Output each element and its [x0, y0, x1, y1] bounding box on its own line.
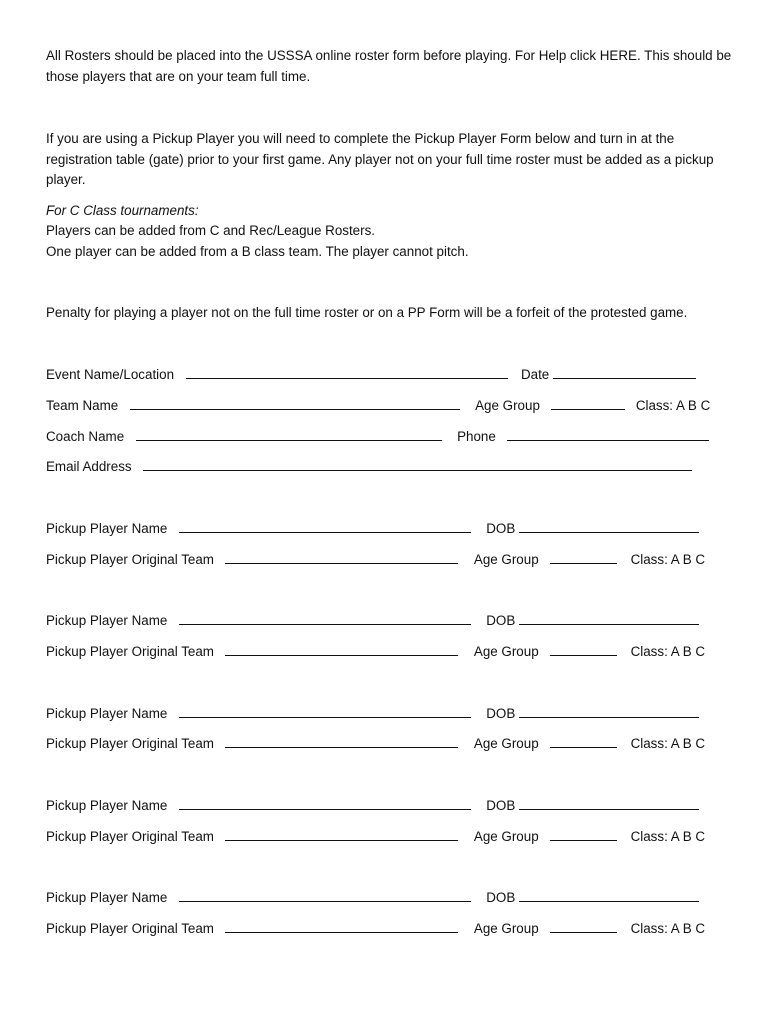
pickup-player-team-row: [46, 549, 705, 569]
email-field[interactable]: [143, 456, 692, 471]
class-options[interactable]: Class: A B C: [630, 644, 706, 659]
pickup-player-team-label: Pickup Player Original Team: [46, 644, 214, 659]
dob-label: DOB: [486, 521, 516, 536]
age-group-label: Age Group: [473, 829, 539, 844]
age-group-field[interactable]: [551, 395, 625, 410]
pickup-player-name-field[interactable]: [179, 887, 471, 902]
age-group-label: Age Group: [473, 921, 539, 936]
coach-label: Coach Name: [46, 429, 125, 444]
class-options[interactable]: Class: A B C: [630, 921, 706, 936]
age-group-label: Age Group: [473, 736, 539, 751]
pickup-player-team-field[interactable]: [225, 918, 458, 933]
team-row: [46, 395, 710, 415]
pickup-player-team-row: [46, 918, 705, 938]
pickup-player-name-row: [46, 795, 699, 815]
dob-label: DOB: [486, 890, 516, 905]
pickup-player-name-field[interactable]: [179, 703, 471, 718]
email-label: Email Address: [46, 459, 132, 474]
roster-instructions: All Rosters should be placed into the USSSA online roster form before playing. For Help click HERE. This should be those players that are on your team full time.: [46, 48, 732, 84]
coach-row: [46, 426, 709, 446]
pickup-player-team-row: [46, 826, 705, 846]
age-group-field[interactable]: [550, 826, 617, 841]
pickup-player-name-row: [46, 518, 699, 538]
age-group-field[interactable]: [550, 918, 617, 933]
pickup-player-team-field[interactable]: [225, 733, 458, 748]
dob-label: DOB: [486, 613, 516, 628]
dob-label: DOB: [486, 706, 516, 721]
pickup-player-team-label: Pickup Player Original Team: [46, 829, 214, 844]
pickup-player-name-field[interactable]: [179, 610, 471, 625]
age-group-label: Age Group: [475, 398, 540, 413]
pickup-player-name-row: [46, 887, 699, 907]
pickup-player-name-field[interactable]: [179, 518, 471, 533]
dob-field[interactable]: [519, 795, 699, 810]
dob-field[interactable]: [519, 610, 699, 625]
event-field[interactable]: [186, 364, 508, 379]
team-label: Team Name: [46, 398, 119, 413]
pickup-player-team-label: Pickup Player Original Team: [46, 736, 214, 751]
pickup-player-name-label: Pickup Player Name: [46, 706, 168, 721]
pickup-player-name-label: Pickup Player Name: [46, 521, 168, 536]
c-class-rule-1: Players can be added from C and Rec/League Rosters.: [46, 223, 375, 238]
age-group-label: Age Group: [473, 644, 539, 659]
age-group-field[interactable]: [550, 733, 617, 748]
pickup-player-instructions: If you are using a Pickup Player you will need to complete the Pickup Player Form below and turn in at the registration table (gate) prior to your first game. Any player not on your full time roster must be added as a pickup player.: [46, 131, 714, 187]
pickup-player-team-row: [46, 641, 705, 661]
coach-field[interactable]: [136, 426, 442, 441]
class-options[interactable]: Class: A B C: [630, 552, 706, 567]
pickup-player-team-label: Pickup Player Original Team: [46, 921, 214, 936]
pickup-player-name-row: [46, 610, 699, 630]
class-options[interactable]: Class: A B C: [635, 398, 711, 413]
pickup-player-team-field[interactable]: [225, 641, 458, 656]
pickup-player-team-field[interactable]: [225, 549, 458, 564]
event-label: Event Name/Location: [46, 367, 175, 382]
phone-label: Phone: [457, 429, 496, 444]
c-class-heading: For C Class tournaments:: [46, 203, 199, 218]
dob-label: DOB: [486, 798, 516, 813]
pickup-player-name-row: [46, 703, 699, 723]
pickup-player-name-label: Pickup Player Name: [46, 798, 168, 813]
phone-field[interactable]: [507, 426, 709, 441]
pickup-player-team-row: [46, 733, 705, 753]
pickup-player-team-field[interactable]: [225, 826, 458, 841]
team-field[interactable]: [130, 395, 460, 410]
pickup-player-name-field[interactable]: [179, 795, 471, 810]
age-group-label: Age Group: [473, 552, 539, 567]
dob-field[interactable]: [519, 887, 699, 902]
email-row: [46, 456, 692, 476]
dob-field[interactable]: [519, 518, 699, 533]
penalty-notice: Penalty for playing a player not on the full time roster or on a PP Form will be a forfeit of the protested game.: [46, 305, 688, 320]
pickup-player-name-label: Pickup Player Name: [46, 890, 168, 905]
pickup-player-name-label: Pickup Player Name: [46, 613, 168, 628]
age-group-field[interactable]: [550, 641, 617, 656]
dob-field[interactable]: [519, 703, 699, 718]
date-label: Date: [520, 367, 550, 382]
class-options[interactable]: Class: A B C: [630, 829, 706, 844]
age-group-field[interactable]: [550, 549, 617, 564]
c-class-rule-2: One player can be added from a B class team. The player cannot pitch.: [46, 244, 469, 259]
event-row: [46, 364, 696, 384]
pickup-player-team-label: Pickup Player Original Team: [46, 552, 214, 567]
class-options[interactable]: Class: A B C: [630, 736, 706, 751]
date-field[interactable]: [553, 364, 696, 379]
